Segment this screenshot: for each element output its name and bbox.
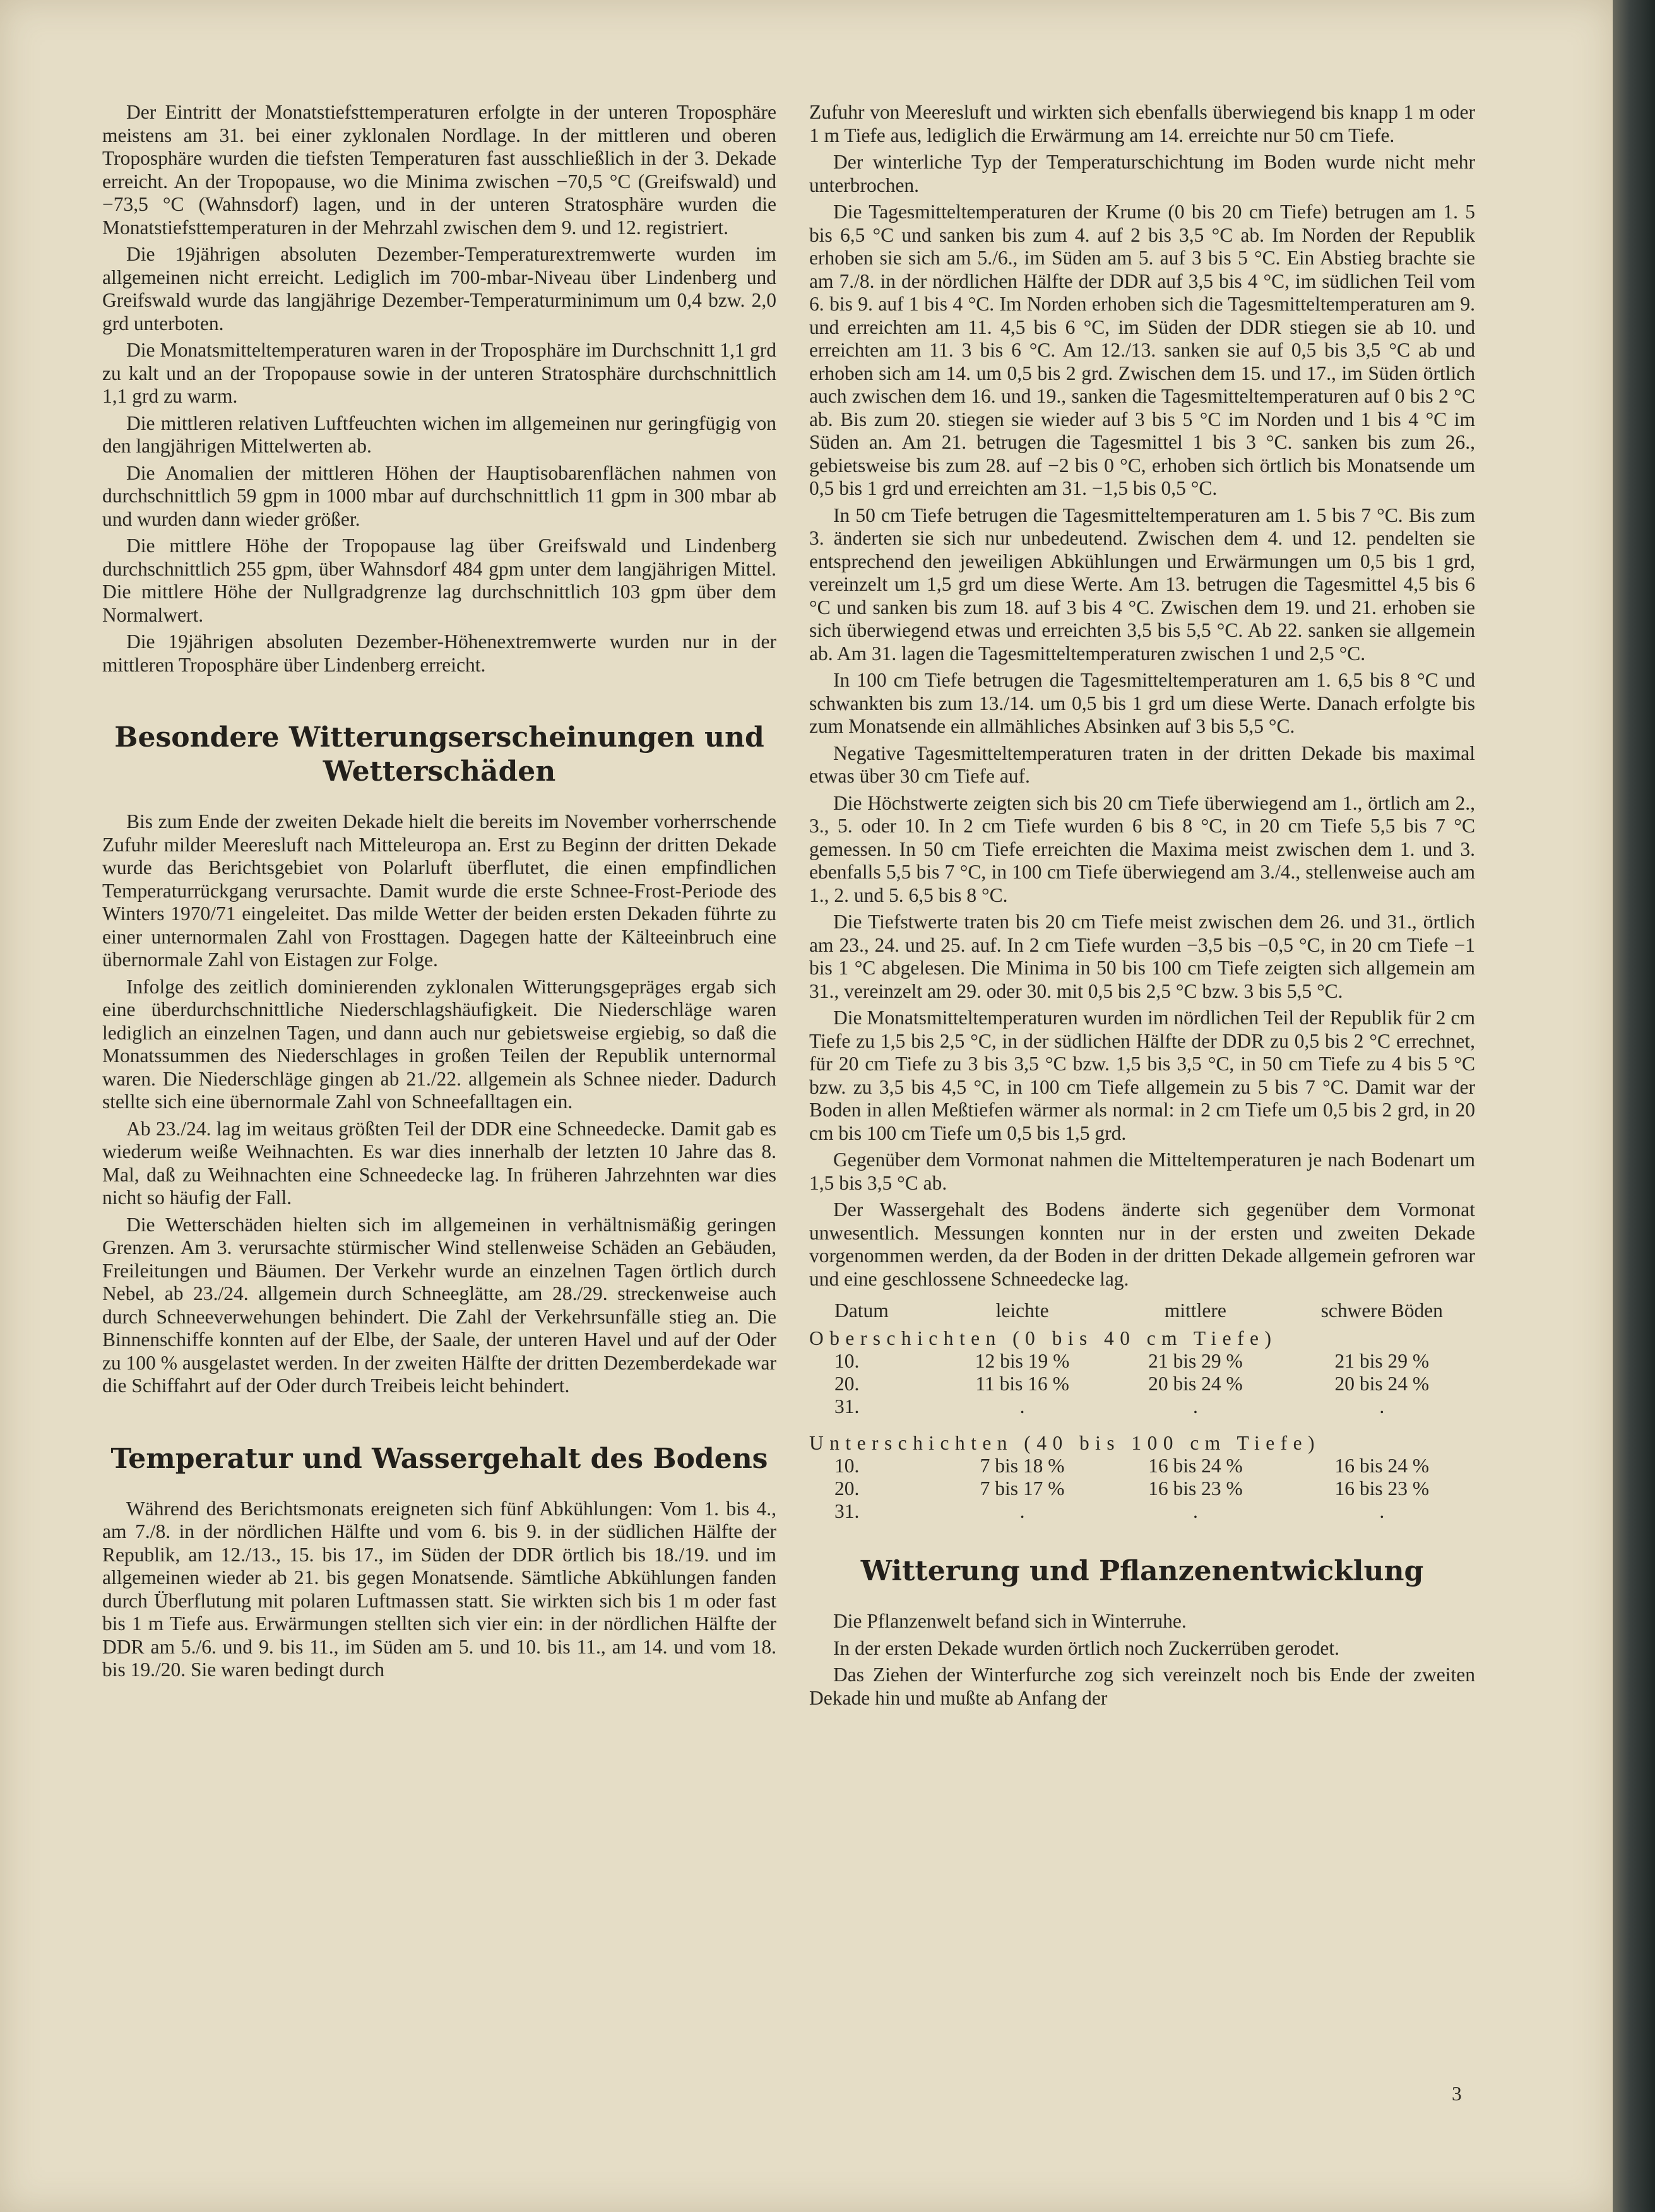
table-header-cell: leichte — [995, 1299, 1049, 1322]
paragraph: In der ersten Dekade wurden örtlich noch Zuckerrüben gerodet. — [833, 1636, 1340, 1659]
table-cell: 21 bis 29 % — [1148, 1350, 1243, 1372]
paragraph: Die Anomalien der mittleren Höhen der Hauptisobarenflächen nahmen von durchschnittlich 59 gpm in 1000 mbar auf durchschnittlich 11 gpm in 300 mbar ab und wurden dann wieder größer. — [102, 461, 776, 530]
paragraph: Bis zum Ende der zweiten Dekade hielt die bereits im November vorherrschende Zufuhr milder Meeresluft nach Mitteleuropa an. Erst zu Beginn der dritten Dekade wurde das Berichtsgebiet von Polarluft überflutet, die einen empfindlichen Temperaturrückgang verursachte. Damit wurde die erste Schnee-Frost-Periode des Winters 1970/71 eingeleitet. Das milde Wetter der beiden ersten Dekaden führte zu einer unternormalen Zahl von Frosttagen. Dagegen hatte der Kälteeinbruch eine übernormale Zahl von Eistagen zur Folge. — [102, 810, 776, 971]
paragraph: Die mittlere Höhe der Tropopause lag über Greifswald und Lindenberg durchschnittlich 255 gpm, über Wahnsdorf 484 gpm unter dem langjährigen Mittel. Die mittlere Höhe der Nullgradgrenze lag durchschnittlich 103 gpm über dem Normalwert. — [102, 535, 776, 626]
section-heading-plant-development: Witterung und Pflanzenentwicklung — [860, 1555, 1424, 1587]
section-heading-soil-temperature: Temperatur und Wassergehalt des Bodens — [110, 1442, 768, 1475]
table-cell: . — [1379, 1500, 1385, 1522]
paragraph: Die Pflanzenwelt befand sich in Winterruhe. — [833, 1610, 1187, 1632]
table-cell: 10. — [834, 1455, 860, 1477]
table-row — [809, 1373, 1475, 1395]
table-cell: 21 bis 29 % — [1334, 1350, 1430, 1372]
table-cell: 7 bis 18 % — [980, 1455, 1065, 1477]
table-cell: 16 bis 23 % — [1334, 1477, 1430, 1499]
paragraph: Das Ziehen der Winterfurche zog sich vereinzelt noch bis Ende der zweiten Dekade hin und mußte ab Anfang der — [809, 1664, 1475, 1709]
table-cell: . — [1019, 1500, 1025, 1522]
paragraph: Die Monatsmitteltemperaturen waren in der Troposphäre im Durchschnitt 1,1 grd zu kalt und an der Tropopause sowie in der unteren Stratosphäre durchschnittlich 1,1 grd zu warm. — [102, 339, 776, 407]
table-cell: 31. — [834, 1500, 860, 1522]
left-column — [102, 101, 776, 1686]
paragraph: Der Eintritt der Monatstiefsttemperaturen erfolgte in der unteren Troposphäre meistens am 31. bei einer zyklonalen Nordlage. In der mittleren und oberen Troposphäre wurden die tiefsten Temperaturen fast ausschließlich in der 3. Dekade erreicht. An der Tropopause, wo die Minima zwischen −70,5 °C (Greifswald) und −73,5 °C (Wahnsdorf) lagen, und in der unteren Stratosphäre wurden die Monatstiefsttemperaturen in der Mehrzahl zwischen dem 9. und 12. registriert. — [102, 101, 776, 239]
table-cell: 16 bis 24 % — [1334, 1455, 1430, 1477]
paragraph: Die 19jährigen absoluten Dezember-Temperaturextremwerte wurden im allgemeinen nicht erreicht. Lediglich im 700-mbar-Niveau über Lindenberg und Greifswald wurde das langjährige Dezember-Temperaturminimum um 0,4 bzw. 2,0 grd unterboten. — [102, 243, 776, 334]
table-row — [809, 1350, 1475, 1373]
table-row — [809, 1455, 1475, 1477]
paragraph: Negative Tagesmitteltemperaturen traten in der dritten Dekade bis maximal etwas über 30 cm Tiefe auf. — [809, 742, 1475, 787]
table-cell: 11 bis 16 % — [975, 1373, 1069, 1395]
section-heading-weather-events: Besondere Witterungserscheinungen und Wetterschäden — [114, 721, 764, 788]
paragraph: Die Tagesmitteltemperaturen der Krume (0 bis 20 cm Tiefe) betrugen am 1. 5 bis 6,5 °C und sanken bis zum 4. auf 2 bis 3,5 °C ab. Im Norden der Republik erhoben sie sich am 5./6., im Süden am 5. auf 3 bis 5 °C. Ein Abstieg brachte sie am 7./8. in der nördlichen Hälfte der DDR auf 3,5 bis 4 °C, im südlichen Teil vom 6. bis 9. auf 1 bis 4 °C. Im Norden erhoben sich die Tagesmitteltemperaturen am 9. und erreichten am 11. 4,5 bis 6 °C, im Süden der DDR stiegen sie ab 10. und erreichten am 11. 3 bis 6 °C. Am 12./13. sanken sie auf 0,5 bis 3,5 °C ab und erhoben sich am 14. um 0,5 bis 2 grd. Zwischen dem 15. und 17., im Süden örtlich auch zwischen dem 16. und 19., sanken die Tagesmitteltemperaturen auf 0 bis 2 °C ab. Bis zum 20. stiegen sie wieder auf 3 bis 5 °C im Norden und 1 bis 4 °C im Süden an. Am 21. betrugen die Tagesmittel 1 bis 3 °C. sanken bis zum 26., gebietsweise bis zum 28. auf −2 bis 0 °C, erhoben sich örtlich bis Monatsende um 0,5 bis 1 grd und erreichten am 31. −1,5 bis 0,5 °C. — [809, 201, 1475, 499]
book-binding — [1613, 0, 1655, 2212]
table-cell: 16 bis 23 % — [1148, 1477, 1243, 1499]
table-row — [809, 1500, 1475, 1523]
table-cell: . — [1379, 1395, 1385, 1417]
table-header-cell: Datum — [834, 1299, 889, 1322]
table-group-row — [809, 1418, 1475, 1455]
paragraph: Zufuhr von Meeresluft und wirkten sich ebenfalls überwiegend bis knapp 1 m oder 1 m Tiefe aus, lediglich die Erwärmung am 14. erreichte nur 50 cm Tiefe. — [809, 101, 1475, 146]
table-cell: 20. — [834, 1373, 860, 1395]
table-cell: 20 bis 24 % — [1334, 1373, 1430, 1395]
paragraph: Die mittleren relativen Luftfeuchten wichen im allgemeinen nur geringfügig von den langjährigen Mittelwerten ab. — [102, 411, 776, 457]
paragraph: Ab 23./24. lag im weitaus größten Teil der DDR eine Schneedecke. Damit gab es wiederum weiße Weihnachten. Es war dies innerhalb der letzten 10 Jahre das 8. Mal, daß zu Weihnachten eine Schneedecke lag. In früheren Jahrzehnten war dies nicht so häufig der Fall. — [102, 1117, 776, 1209]
page-number: 3 — [1452, 2083, 1462, 2105]
table-cell: 20. — [834, 1477, 860, 1499]
table-cell: . — [1192, 1395, 1198, 1417]
paragraph: Die 19jährigen absoluten Dezember-Höhenextremwerte wurden nur in der mittleren Troposphäre über Lindenberg erreicht. — [102, 630, 776, 676]
table-group-row — [809, 1322, 1475, 1350]
table-cell: . — [1019, 1395, 1025, 1417]
table-cell: 16 bis 24 % — [1148, 1455, 1243, 1477]
soil-moisture-table — [809, 1299, 1475, 1523]
table-header-row — [809, 1299, 1475, 1322]
table-cell: . — [1192, 1500, 1198, 1522]
paragraph: Der winterliche Typ der Temperaturschichtung im Boden wurde nicht mehr unterbrochen. — [809, 151, 1475, 196]
paragraph: Gegenüber dem Vormonat nahmen die Mitteltemperaturen je nach Bodenart um 1,5 bis 3,5 °C ab. — [809, 1149, 1475, 1194]
paragraph: Die Tiefstwerte traten bis 20 cm Tiefe meist zwischen dem 26. und 31., örtlich am 23., 24. und 25. auf. In 2 cm Tiefe wurden −3,5 bis −0,5 °C, in 20 cm Tiefe −1 bis 1 °C abgelesen. Die Minima in 50 bis 100 cm Tiefe zeigten sich allgemein am 31., vereinzelt am 29. oder 30. mit 0,5 bis 2,5 °C bzw. 3 bis 5,5 °C. — [809, 911, 1475, 1002]
table-cell: 12 bis 19 % — [975, 1350, 1070, 1372]
paragraph: Die Höchstwerte zeigten sich bis 20 cm Tiefe überwiegend am 1., örtlich am 2., 3., 5. oder 10. In 2 cm Tiefe wurden 6 bis 8 °C, in 20 cm Tiefe 5,5 bis 7 °C gemessen. In 50 cm Tiefe erreichten die Maxima meist zwischen dem 1. und 3. ebenfalls 5,5 bis 7 °C, in 100 cm Tiefe überwiegend am 3./4., stellenweise auch am 1., 2. und 5. 6,5 bis 8 °C. — [809, 791, 1475, 906]
table-header-cell: mittlere — [1164, 1299, 1226, 1322]
table-cell: 7 bis 17 % — [980, 1477, 1065, 1499]
table-cell: 10. — [834, 1350, 860, 1372]
right-column — [809, 101, 1475, 1713]
paragraph: Während des Berichtsmonats ereigneten sich fünf Abkühlungen: Vom 1. bis 4., am 7./8. in der nördlichen Hälfte und vom 6. bis 9. in der südlichen Hälfte der Republik, am 12./13., 15. bis 17., im Süden der DDR örtlich bis 18./19. und im allgemeinen wieder ab 21. bis gegen Monatsende. Sämtliche Abkühlungen fanden durch Überflutung mit polaren Luftmassen statt. Sie wirkten sich bis 1 m oder fast bis 1 m Tiefe aus. Erwärmungen stellten sich vier ein: in der nördlichen Hälfte der DDR am 5./6. und 9. bis 11., im Süden am 5. und 10. bis 11., am 14. und vom 18. bis 19./20. Sie waren bedingt durch — [102, 1497, 776, 1681]
table-cell: 20 bis 24 % — [1148, 1373, 1243, 1395]
table-header-cell: schwere Böden — [1320, 1299, 1443, 1322]
paragraph: Die Wetterschäden hielten sich im allgemeinen in verhältnismäßig geringen Grenzen. Am 3. verursachte stürmischer Wind stellenweise Schäden an Gebäuden, Freileitungen und Bäumen. Der Verkehr wurde an einzelnen Tagen örtlich durch Nebel, ab 23./24. allgemein durch Schneeglätte, am 28./29. streckenweise auch durch Schneeverwehungen behindert. Die Zahl der Verkehrsunfälle stieg an. Die Binnenschiffe konnten auf der Elbe, der Saale, der unteren Havel und auf der Oder zu 100 % ausgelastet werden. In der zweiten Hälfte der dritten Dezemberdekade war die Schiffahrt auf der Oder durch Treibeis leicht behindert. — [102, 1213, 776, 1397]
table-row — [809, 1395, 1475, 1418]
paragraph: In 50 cm Tiefe betrugen die Tagesmitteltemperaturen am 1. 5 bis 7 °C. Bis zum 3. änderten sie sich nur unbedeutend. Zwischen dem 4. und 12. pendelten sie entsprechend den jeweiligen Abkühlungen und Erwärmungen um 0,5 bis 1 grd, vereinzelt um 1,5 grd um diese Werte. Am 13. betrugen die Tagesmittel 4,5 bis 6 °C und sanken bis zum 18. auf 3 bis 4 °C. Zwischen dem 19. und 21. erhoben sie sich überwiegend etwas und erreichten 3,5 bis 5,5 °C. Ab 22. sanken sie allgemein ab. Am 31. lagen die Tagesmitteltemperaturen zwischen 1 und 2,5 °C. — [809, 504, 1475, 665]
paragraph: Infolge des zeitlich dominierenden zyklonalen Witterungsgepräges ergab sich eine überdurchschnittliche Niederschlagshäufigkeit. Die Niederschläge waren lediglich an einzelnen Tagen, und dann auch nur gebietsweise ergiebig, so daß die Monatssummen des Niederschlages in großen Teilen der Republik unternormal waren. Die Niederschläge gingen ab 21./22. allgemein als Schnee nieder. Dadurch stellte sich eine übernormale Zahl von Schneefalltagen ein. — [102, 975, 776, 1113]
table-row — [809, 1477, 1475, 1500]
table-group-label: Oberschichten (0 bis 40 cm Tiefe) — [809, 1327, 1278, 1349]
table-cell: 31. — [834, 1395, 860, 1417]
paragraph: Der Wassergehalt des Bodens änderte sich gegenüber dem Vormonat unwesentlich. Messungen konnten nur in der ersten und zweiten Dekade vorgenommen werden, da der Boden in der dritten Dekade allgemein gefroren war und eine geschlossene Schneedecke lag. — [809, 1198, 1475, 1290]
table-group-label: Unterschichten (40 bis 100 cm Tiefe) — [809, 1432, 1320, 1454]
paragraph: Die Monatsmitteltemperaturen wurden im nördlichen Teil der Republik für 2 cm Tiefe zu 1,5 bis 2,5 °C, in der südlichen Hälfte der DDR zu 0,5 bis 2 °C errechnet, für 20 cm Tiefe zu 3 bis 3,5 °C bzw. 1,5 bis 3,5 °C, in 50 cm Tiefe zu 4 bis 5 °C bzw. zu 3,5 bis 4,5 °C, in 100 cm Tiefe allgemein zu 5 bis 7 °C. Damit war der Boden in allen Meßtiefen wärmer als normal: in 2 cm Tiefe um 0,5 bis 2 grd, in 20 cm bis 100 cm Tiefe um 0,5 bis 1,5 grd. — [809, 1007, 1475, 1144]
paragraph: In 100 cm Tiefe betrugen die Tagesmitteltemperaturen am 1. 6,5 bis 8 °C und schwankten bis zum 13./14. um 0,5 bis 1 grd um diese Werte. Danach erfolgte bis zum Monatsende ein allmähliches Absinken auf 3 bis 5,5 °C. — [809, 669, 1475, 737]
